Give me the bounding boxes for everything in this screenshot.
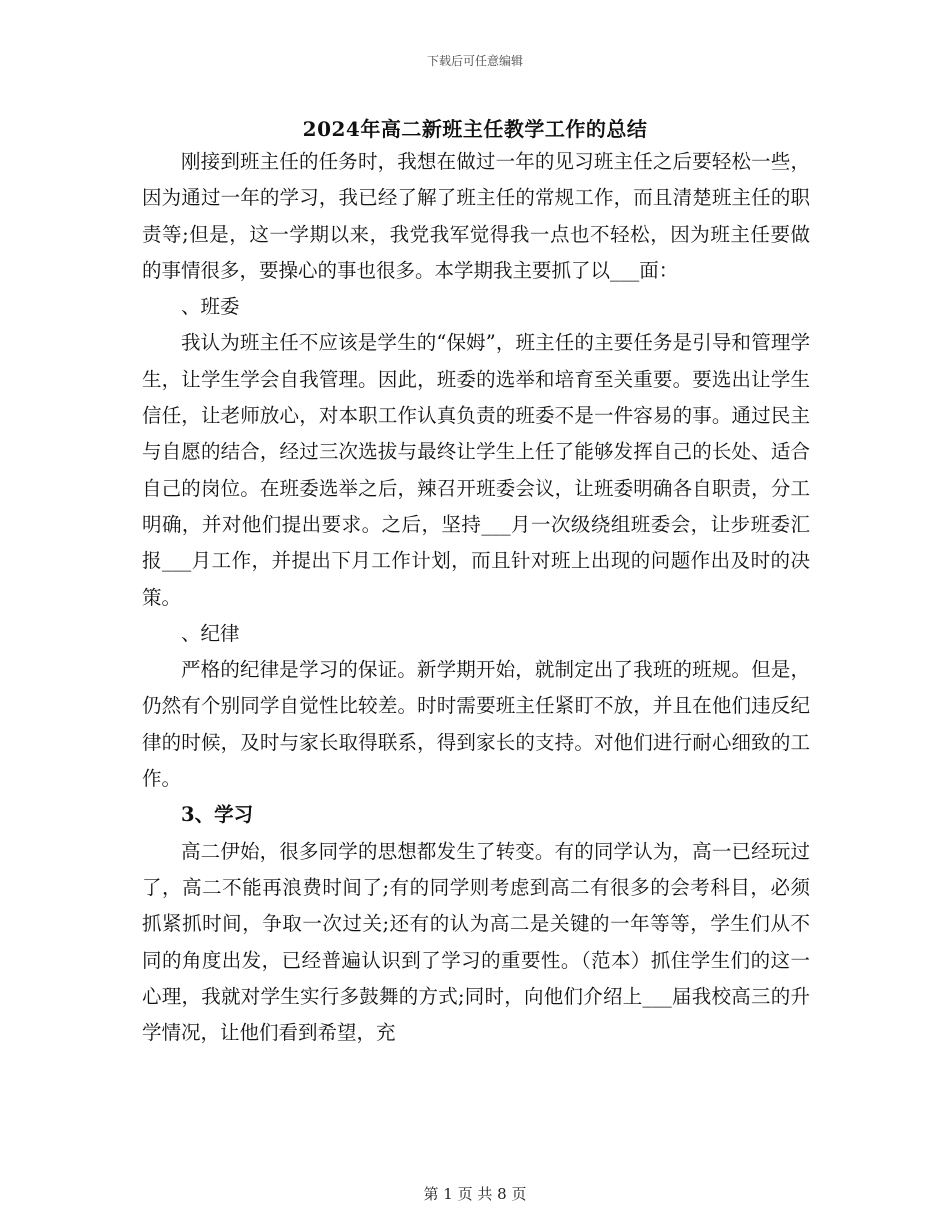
section-heading-study: 3、学习: [181, 803, 254, 827]
page-title: 2024年高二新班主任教学工作的总结: [302, 117, 648, 141]
paragraph-study: 高二伊始，很多同学的思想都发生了转变。有的同学认为，高一已经玩过了，高二不能再浪费时间了;有的同学则考虑到高二有很多的会考科目，必须抓紧抓时间，争取一次过关;还有的认为高二是关键的一年等等，学生们从不同的角度出发，已经普遍认识到了学习的重要性。（范本）抓住学生们的这一心理，我就对学生实行多鼓舞的方式;同时，向他们介绍上___届我校高三的升学情况，让他们看到希望，充: [142, 839, 810, 1045]
paragraph-class-committee: 我认为班主任不应该是学生的“保姆”，班主任的主要任务是引导和管理学生，让学生学会自我管理。因此，班委的选举和培育至关重要。要选出让学生信任，让老师放心，对本职工作认真负责的班委不是一件容易的事。通过民主与自愿的结合，经过三次选拔与最终让学生上任了能够发挥自己的长处、适合自己的岗位。在班委选举之后，辣召开班委会议，让班委明确各自职责，分工明确，并对他们提出要求。之后，坚持___月一次级绕组班委会，让步班委汇报___月工作，并提出下月工作计划，而且针对班上出现的问题作出及时的决策。: [142, 331, 810, 609]
paragraph-intro: 刚接到班主任的任务时，我想在做过一年的见习班主任之后要轻松一些，因为通过一年的学习，我已经了解了班主任的常规工作，而且清楚班主任的职责等;但是，这一学期以来，我党我军觉得我一点也不轻松，因为班主任要做的事情很多，要操心的事也很多。本学期我主要抓了以___面：: [142, 150, 810, 282]
section-heading-discipline: 、纪律: [181, 621, 240, 645]
header-note: 下载后可任意编辑: [426, 54, 523, 68]
paragraph-discipline: 严格的纪律是学习的保证。新学期开始，就制定出了我班的班规。但是，仍然有个别同学自觉性比较差。时时需要班主任紧盯不放，并且在他们违反纪律的时候，及时与家长取得联系，得到家长的支持。对他们进行耐心细致的工作。: [142, 658, 810, 791]
page-footer: 第 1 页 共 8 页: [423, 1185, 527, 1203]
document-body: [142, 144, 810, 1051]
section-heading-class-committee: 、班委: [181, 295, 240, 319]
